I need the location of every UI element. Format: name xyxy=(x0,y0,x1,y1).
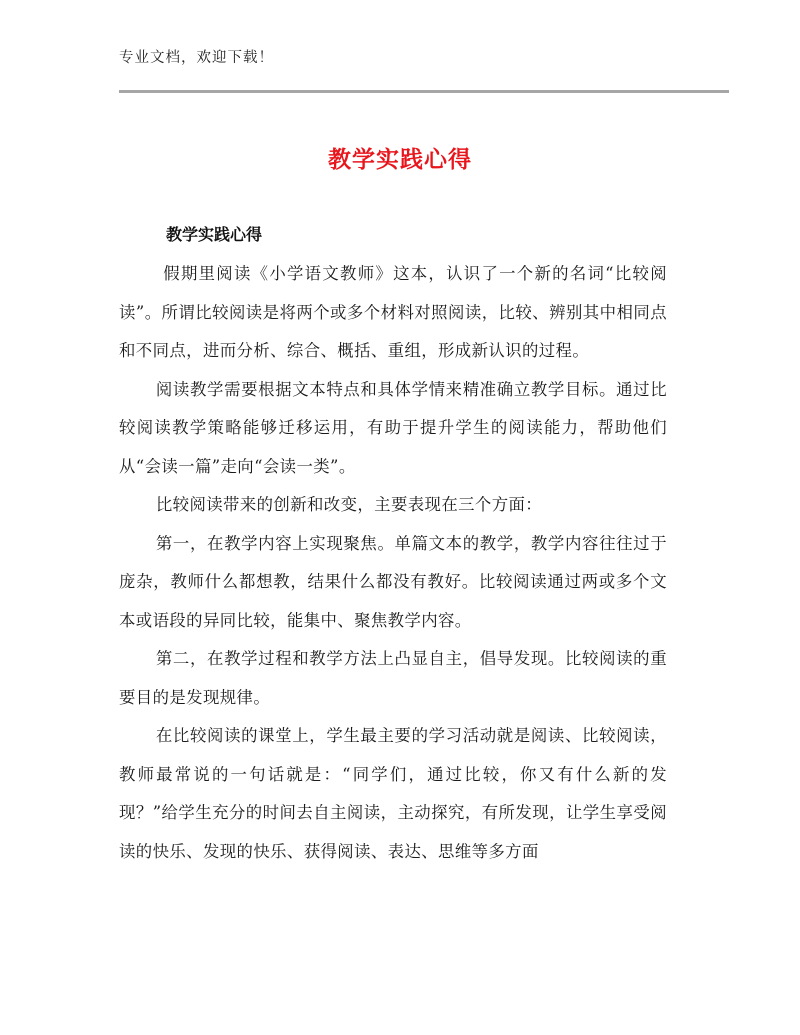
paragraph: 假期里阅读《小学语文教师》这本，认识了一个新的名词“比较阅读”。所谓比较阅读是将两个或多个材料对照阅读，比较、辨别其中相同点和不同点，进而分析、综合、概括、重组，形成新认识的过程。 xyxy=(119,264,667,360)
document-subtitle: 教学实践心得 xyxy=(166,225,263,244)
paragraph: 第一，在教学内容上实现聚焦。单篇文本的教学，教学内容往往过于庞杂，教师什么都想教，结果什么都没有教好。比较阅读通过两或多个文本或语段的异同比较，能集中、聚焦教学内容。 xyxy=(119,533,667,630)
paragraph: 阅读教学需要根据文本特点和具体学情来精准确立教学目标。通过比较阅读教学策略能够迁移运用，有助于提升学生的阅读能力，帮助他们从“会读一篇”走向“会读一类”。 xyxy=(119,379,667,476)
paragraph: 第二，在教学过程和教学方法上凸显自主，倡导发现。比较阅读的重要目的是发现规律。 xyxy=(119,649,667,707)
document-title: 教学实践心得 xyxy=(328,147,472,173)
page-header-text: 专业文档，欢迎下载！ xyxy=(119,50,274,66)
header-divider xyxy=(119,90,729,93)
document-body xyxy=(119,255,667,871)
paragraph: 在比较阅读的课堂上，学生最主要的学习活动就是阅读、比较阅读，教师最常说的一句话就是：“同学们，通过比较，你又有什么新的发现？”给学生充分的时间去自主阅读，主动探究，有所发现，让学生享受阅读的快乐、发现的快乐、获得阅读、表达、思维等多方面 xyxy=(119,726,667,861)
paragraph: 比较阅读带来的创新和改变，主要表现在三个方面： xyxy=(155,495,543,514)
